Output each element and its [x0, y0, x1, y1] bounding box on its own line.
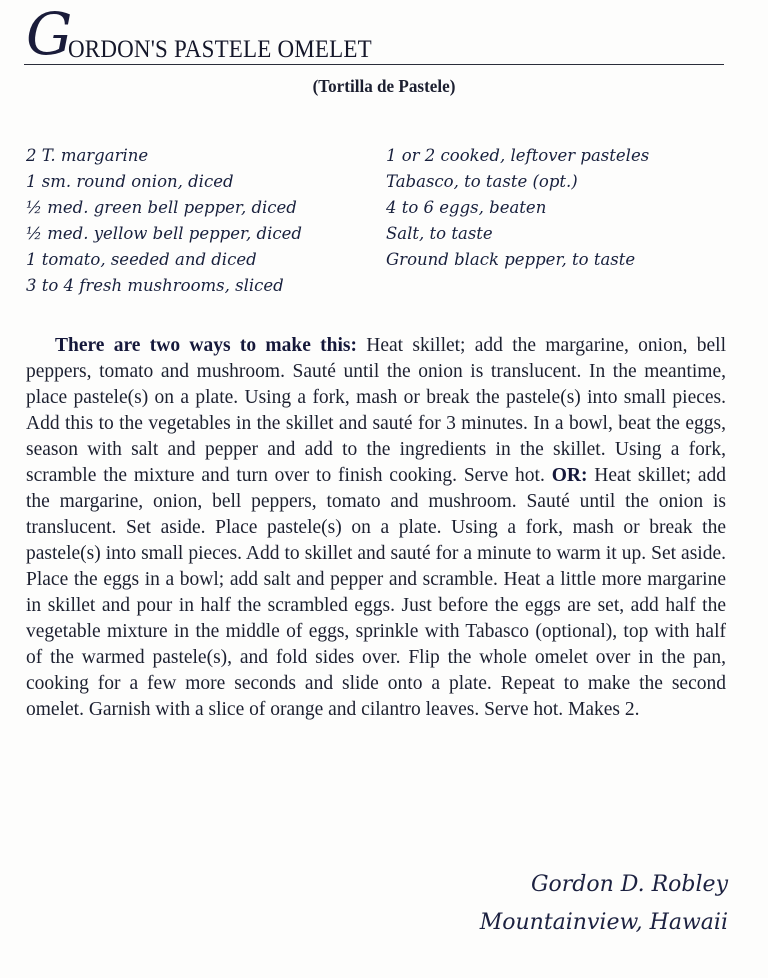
- ingredient: Salt, to taste: [386, 224, 493, 243]
- ingredient: ½ med. green bell pepper, diced: [26, 198, 297, 217]
- ingredient: 2 T. margarine: [26, 146, 149, 165]
- ingredient: 1 sm. round onion, diced: [26, 172, 234, 191]
- ingredient: Tabasco, to taste (opt.): [386, 172, 578, 191]
- ingredient: 3 to 4 fresh mushrooms, sliced: [26, 276, 284, 295]
- method-part-1: Heat skillet; add the margarine, onion, bell peppers, tomato and mushroom. Sauté until the onion is translucent. In the meantime, place pastele(s) on a plate. Using a fork, mash or break the pastele(s) into small pieces. Add this to the vegetables in the skillet and sauté for 3 minutes. In a bowl, beat the eggs, season with salt and pepper and add to the ingredients in the skillet. Using a fork, scramble the mixture and turn over to finish cooking. Serve hot.: [26, 334, 726, 486]
- author-location: Mountainview, Hawaii: [479, 910, 728, 935]
- title-text: ORDON'S PASTELE OMELET: [68, 36, 372, 63]
- title-initial: G: [26, 0, 73, 68]
- author-name: Gordon D. Robley: [530, 872, 728, 897]
- ingredient: 1 or 2 cooked, leftover pasteles: [386, 146, 650, 165]
- method-lead: There are two ways to make this:: [55, 334, 357, 356]
- method-paragraph: [26, 333, 726, 723]
- recipe-title: [24, 0, 724, 68]
- ingredient: Ground black pepper, to taste: [386, 250, 636, 269]
- method-or: OR:: [551, 464, 588, 486]
- ingredients-left: [26, 143, 302, 299]
- ingredient: 1 tomato, seeded and diced: [26, 250, 257, 269]
- method-part-2: Heat skillet; add the margarine, onion, bell peppers, tomato and mushroom. Sauté until the onion is translucent. Set aside. Place pastele(s) on a plate. Using a fork, mash or break the pastele(s) into small pieces. Add to skillet and sauté for a minute to warm it up. Set aside. Place the eggs in a bowl; add salt and pepper and scramble. Heat a little more margarine in skillet and pour in half the scrambled eggs. Just before the eggs are set, add half the vegetable mixture in the middle of eggs, sprinkle with Tabasco (optional), top with half of the warmed pastele(s), and fold sides over. Flip the whole omelet over in the pan, cooking for a few more seconds and slide onto a plate. Repeat to make the second omelet. Garnish with a slice of orange and cilantro leaves. Serve hot. Makes 2.: [26, 464, 726, 720]
- recipe-subtitle: (Tortilla de Pastele): [312, 76, 456, 96]
- ingredient: 4 to 6 eggs, beaten: [386, 198, 547, 217]
- ingredients-right: [386, 143, 649, 273]
- ingredient: ½ med. yellow bell pepper, diced: [26, 224, 302, 243]
